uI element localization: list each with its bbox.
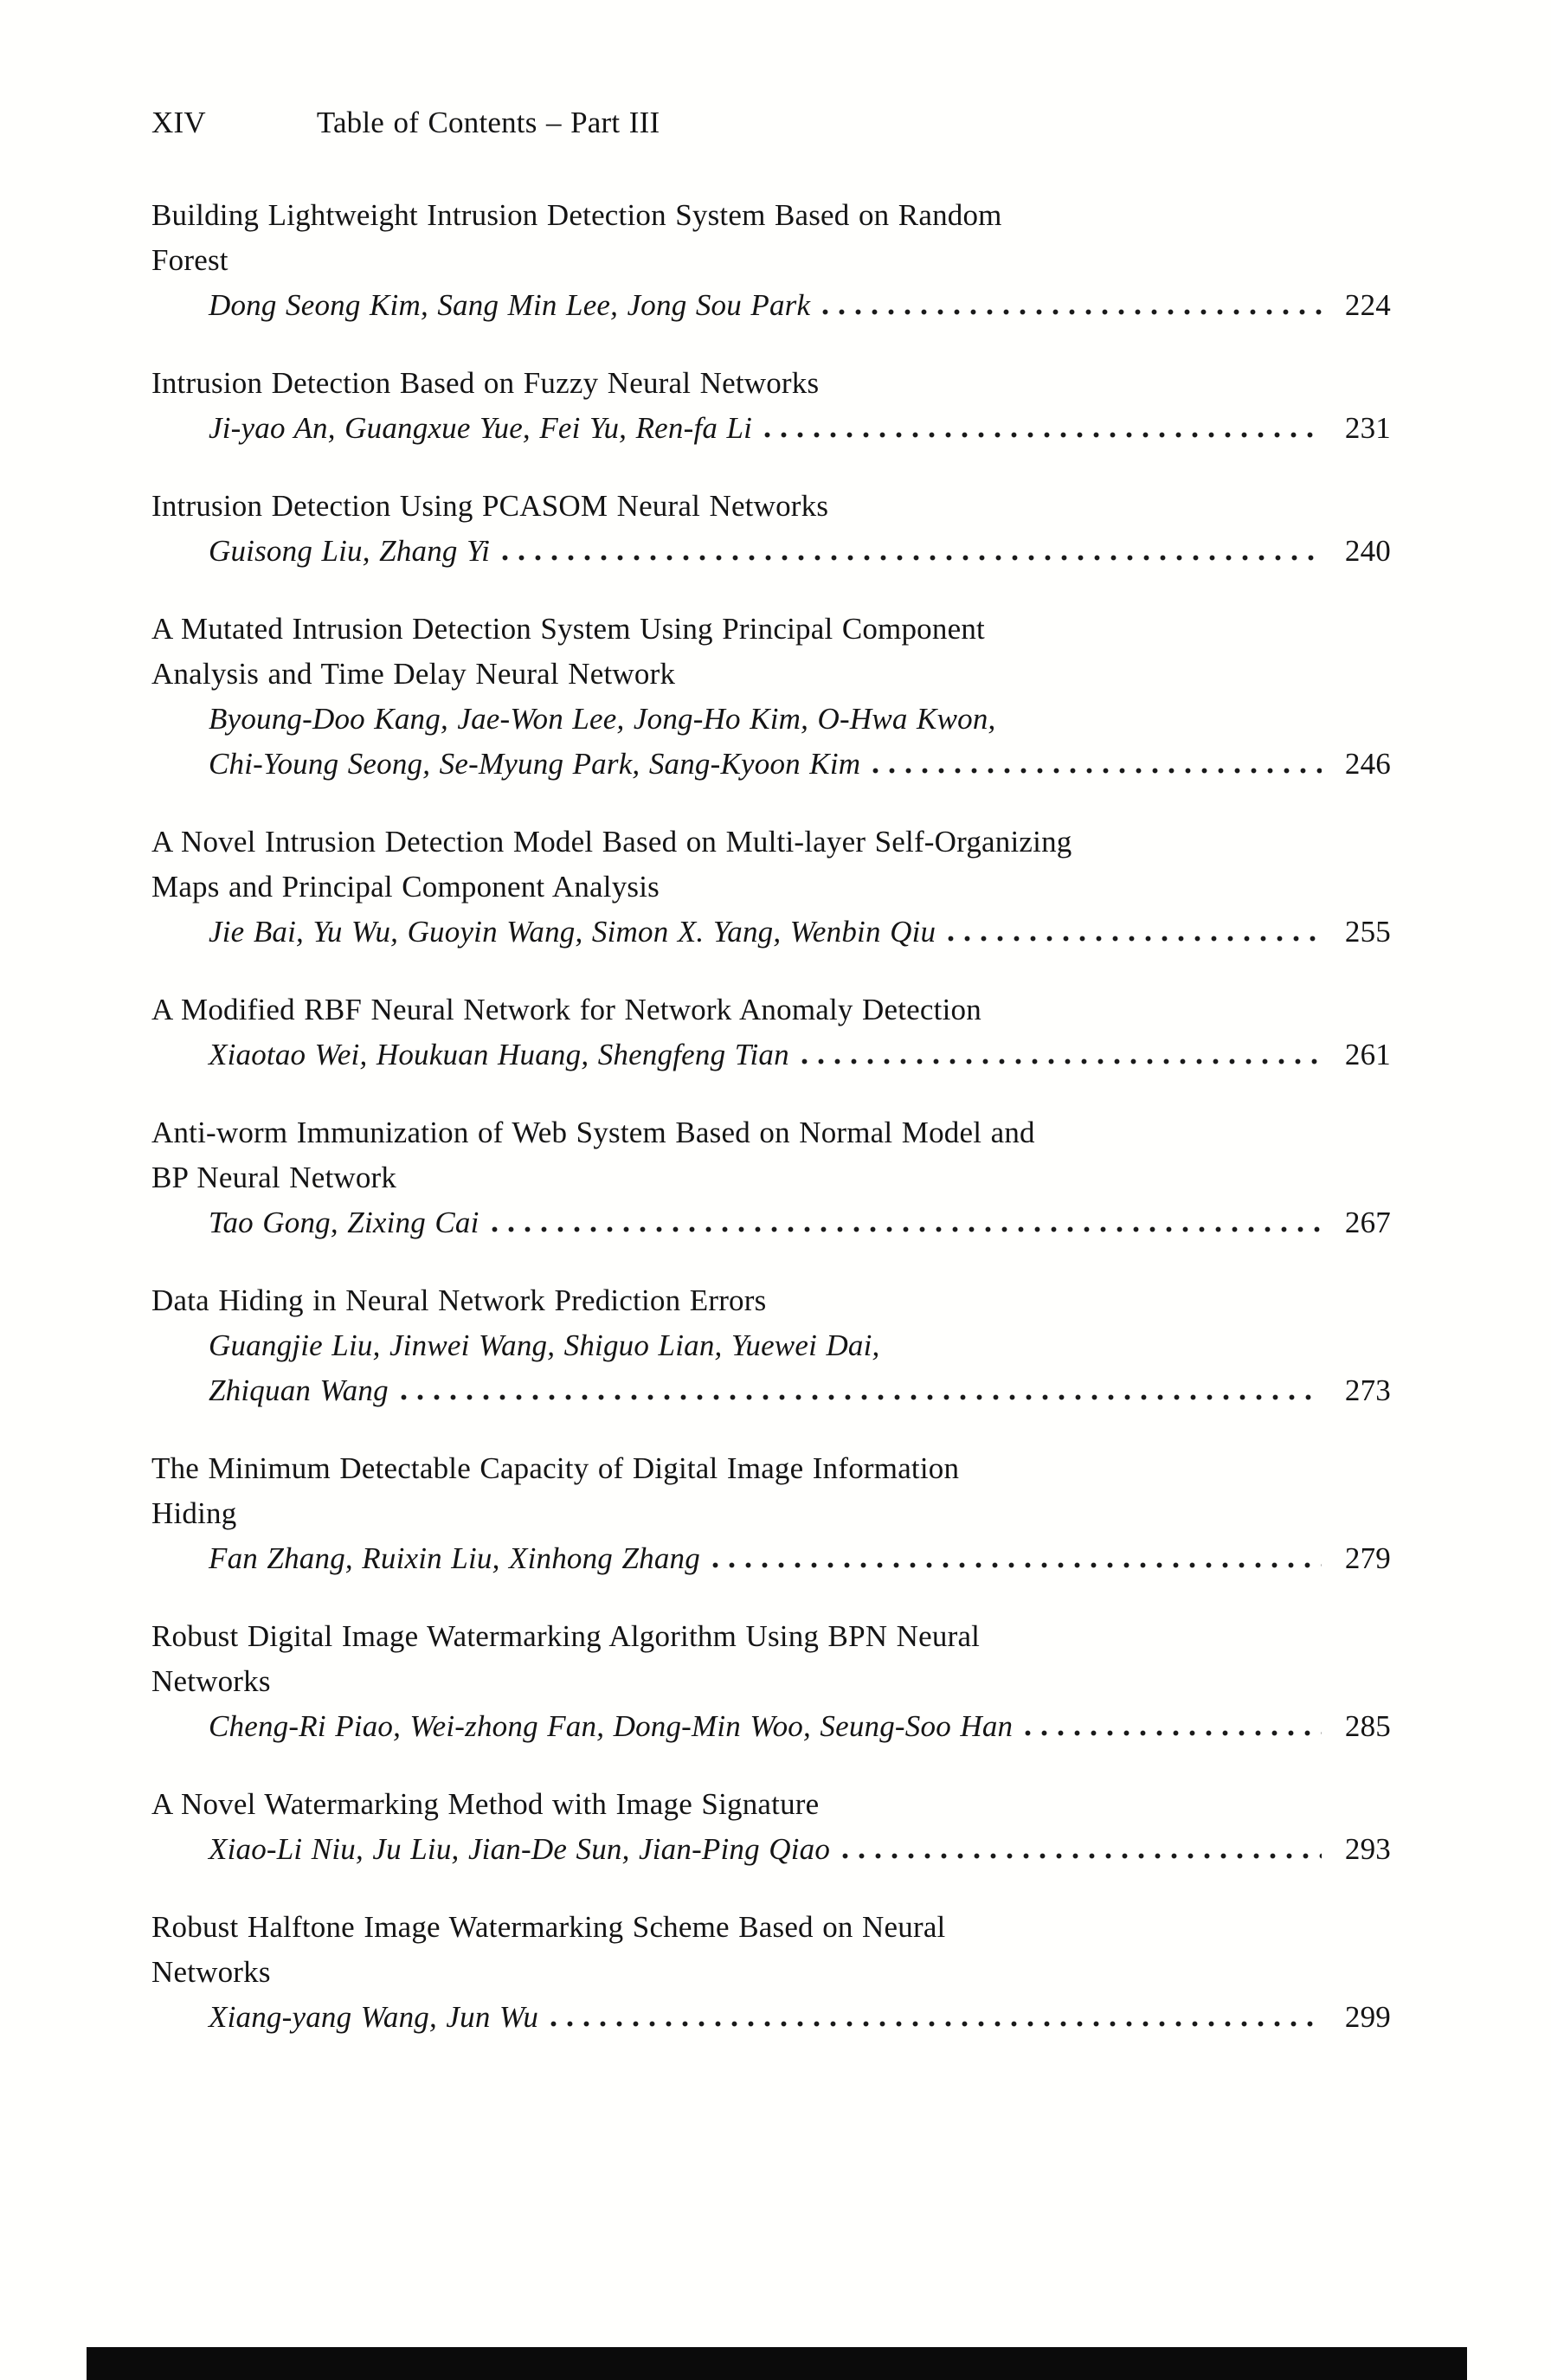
entry-title xyxy=(151,1614,1391,1704)
author-line xyxy=(151,1827,1391,1872)
toc-entry xyxy=(151,987,1391,1077)
page-number: 231 xyxy=(1344,411,1391,445)
page-number: 279 xyxy=(1344,1541,1391,1575)
dot-leader xyxy=(401,1394,1322,1400)
entry-authors xyxy=(151,1032,1391,1077)
title-line: Forest xyxy=(151,243,228,277)
entry-authors xyxy=(151,1323,1391,1413)
title-line: Networks xyxy=(151,1664,271,1698)
entry-title xyxy=(151,484,1391,529)
title-line: Anti-worm Immunization of Web System Based on Normal Model and xyxy=(151,1116,1035,1149)
author-line xyxy=(151,406,1391,451)
dot-leader xyxy=(1025,1730,1322,1736)
toc-entry xyxy=(151,193,1391,328)
entry-title xyxy=(151,193,1391,283)
entry-authors xyxy=(151,283,1391,328)
entry-title xyxy=(151,1446,1391,1536)
toc-entry xyxy=(151,1614,1391,1749)
authors-text: Jie Bai, Yu Wu, Guoyin Wang, Simon X. Yang, Wenbin Qiu xyxy=(209,915,936,949)
author-line xyxy=(151,529,1391,574)
toc-entry xyxy=(151,1110,1391,1245)
entry-title xyxy=(151,1110,1391,1200)
page-content xyxy=(151,100,1391,2040)
entry-title xyxy=(151,1782,1391,1827)
toc-entry xyxy=(151,607,1391,787)
authors-text: Chi-Young Seong, Se-Myung Park, Sang-Kyoon Kim xyxy=(209,747,861,781)
dot-leader xyxy=(764,432,1322,438)
toc-entry xyxy=(151,1782,1391,1872)
entry-title xyxy=(151,1905,1391,1995)
dot-leader xyxy=(712,1562,1322,1568)
toc-entry xyxy=(151,484,1391,574)
title-line: Robust Halftone Image Watermarking Scheme Based on Neural xyxy=(151,1910,946,1944)
entry-authors xyxy=(151,1200,1391,1245)
page-number: 273 xyxy=(1344,1373,1391,1407)
authors-text: Guisong Liu, Zhang Yi xyxy=(209,534,491,568)
title-line: Robust Digital Image Watermarking Algorithm Using BPN Neural xyxy=(151,1619,981,1653)
page-number: 240 xyxy=(1344,534,1391,568)
entry-authors xyxy=(151,1536,1391,1581)
authors-text: Xiaotao Wei, Houkuan Huang, Shengfeng Tian xyxy=(209,1038,789,1071)
dot-leader xyxy=(948,936,1322,942)
running-head xyxy=(151,100,1391,145)
page-number: 267 xyxy=(1344,1206,1391,1239)
entry-authors xyxy=(151,529,1391,574)
author-line xyxy=(151,283,1391,328)
dot-leader xyxy=(801,1058,1322,1065)
author-line: Byoung-Doo Kang, Jae-Won Lee, Jong-Ho Kim, O-Hwa Kwon, xyxy=(209,702,996,736)
page-number: 299 xyxy=(1344,2000,1391,2034)
page-number: 224 xyxy=(1344,288,1391,322)
title-line: A Mutated Intrusion Detection System Using Principal Component xyxy=(151,612,985,646)
author-line xyxy=(151,1200,1391,1245)
running-title: Table of Contents – Part III xyxy=(316,106,660,139)
title-line: Hiding xyxy=(151,1496,237,1530)
author-line xyxy=(151,1368,1391,1413)
page-number: 261 xyxy=(1344,1038,1391,1071)
author-line: Guangjie Liu, Jinwei Wang, Shiguo Lian, Yuewei Dai, xyxy=(209,1328,880,1362)
dot-leader xyxy=(502,555,1322,561)
authors-text: Fan Zhang, Ruixin Liu, Xinhong Zhang xyxy=(209,1541,700,1575)
scan-artifact-bar xyxy=(87,2347,1467,2380)
toc-entry xyxy=(151,1905,1391,2040)
toc-entry xyxy=(151,1278,1391,1413)
page-number: 255 xyxy=(1344,915,1391,949)
author-line xyxy=(151,1032,1391,1077)
title-line: BP Neural Network xyxy=(151,1161,397,1194)
title-line: A Novel Intrusion Detection Model Based on Multi-layer Self-Organizing xyxy=(151,825,1072,859)
dot-leader xyxy=(872,768,1322,774)
title-line: Intrusion Detection Based on Fuzzy Neural Networks xyxy=(151,366,820,400)
folio-page-number: XIV xyxy=(151,106,206,139)
entry-authors xyxy=(151,910,1391,955)
title-line: Data Hiding in Neural Network Prediction Errors xyxy=(151,1283,767,1317)
title-line: Building Lightweight Intrusion Detection System Based on Random xyxy=(151,198,1002,232)
dot-leader xyxy=(550,2021,1322,2027)
page-number: 293 xyxy=(1344,1832,1391,1866)
toc-entry xyxy=(151,1446,1391,1581)
dot-leader xyxy=(492,1226,1322,1232)
toc-entry xyxy=(151,361,1391,451)
authors-text: Zhiquan Wang xyxy=(209,1373,389,1407)
entry-authors xyxy=(151,1704,1391,1749)
authors-text: Dong Seong Kim, Sang Min Lee, Jong Sou Park xyxy=(209,288,811,322)
title-line: Analysis and Time Delay Neural Network xyxy=(151,657,676,691)
entry-authors xyxy=(151,1827,1391,1872)
authors-text: Ji-yao An, Guangxue Yue, Fei Yu, Ren-fa Li xyxy=(209,411,753,445)
authors-text: Xiang-yang Wang, Jun Wu xyxy=(209,2000,539,2034)
title-line: A Novel Watermarking Method with Image Signature xyxy=(151,1787,820,1821)
toc-entry-list xyxy=(151,193,1391,2040)
entry-title xyxy=(151,1278,1391,1323)
title-line: Maps and Principal Component Analysis xyxy=(151,870,660,904)
author-line xyxy=(151,1704,1391,1749)
dot-leader xyxy=(842,1853,1322,1859)
authors-text: Xiao-Li Niu, Ju Liu, Jian-De Sun, Jian-Ping Qiao xyxy=(209,1832,831,1866)
author-line xyxy=(151,742,1391,787)
entry-title xyxy=(151,987,1391,1032)
entry-authors xyxy=(151,697,1391,787)
authors-text: Tao Gong, Zixing Cai xyxy=(209,1206,479,1239)
dot-leader xyxy=(822,309,1322,315)
authors-text: Cheng-Ri Piao, Wei-zhong Fan, Dong-Min Woo, Seung-Soo Han xyxy=(209,1709,1014,1743)
entry-title xyxy=(151,820,1391,910)
entry-title xyxy=(151,607,1391,697)
toc-entry xyxy=(151,820,1391,955)
title-line: The Minimum Detectable Capacity of Digital Image Information xyxy=(151,1451,960,1485)
author-line xyxy=(151,1995,1391,2040)
entry-authors xyxy=(151,406,1391,451)
title-line: Intrusion Detection Using PCASOM Neural Networks xyxy=(151,489,829,523)
entry-title xyxy=(151,361,1391,406)
page-number: 285 xyxy=(1344,1709,1391,1743)
author-line xyxy=(151,910,1391,955)
title-line: Networks xyxy=(151,1955,271,1989)
page-number: 246 xyxy=(1344,747,1391,781)
title-line: A Modified RBF Neural Network for Network Anomaly Detection xyxy=(151,993,981,1026)
author-line xyxy=(151,1536,1391,1581)
entry-authors xyxy=(151,1995,1391,2040)
